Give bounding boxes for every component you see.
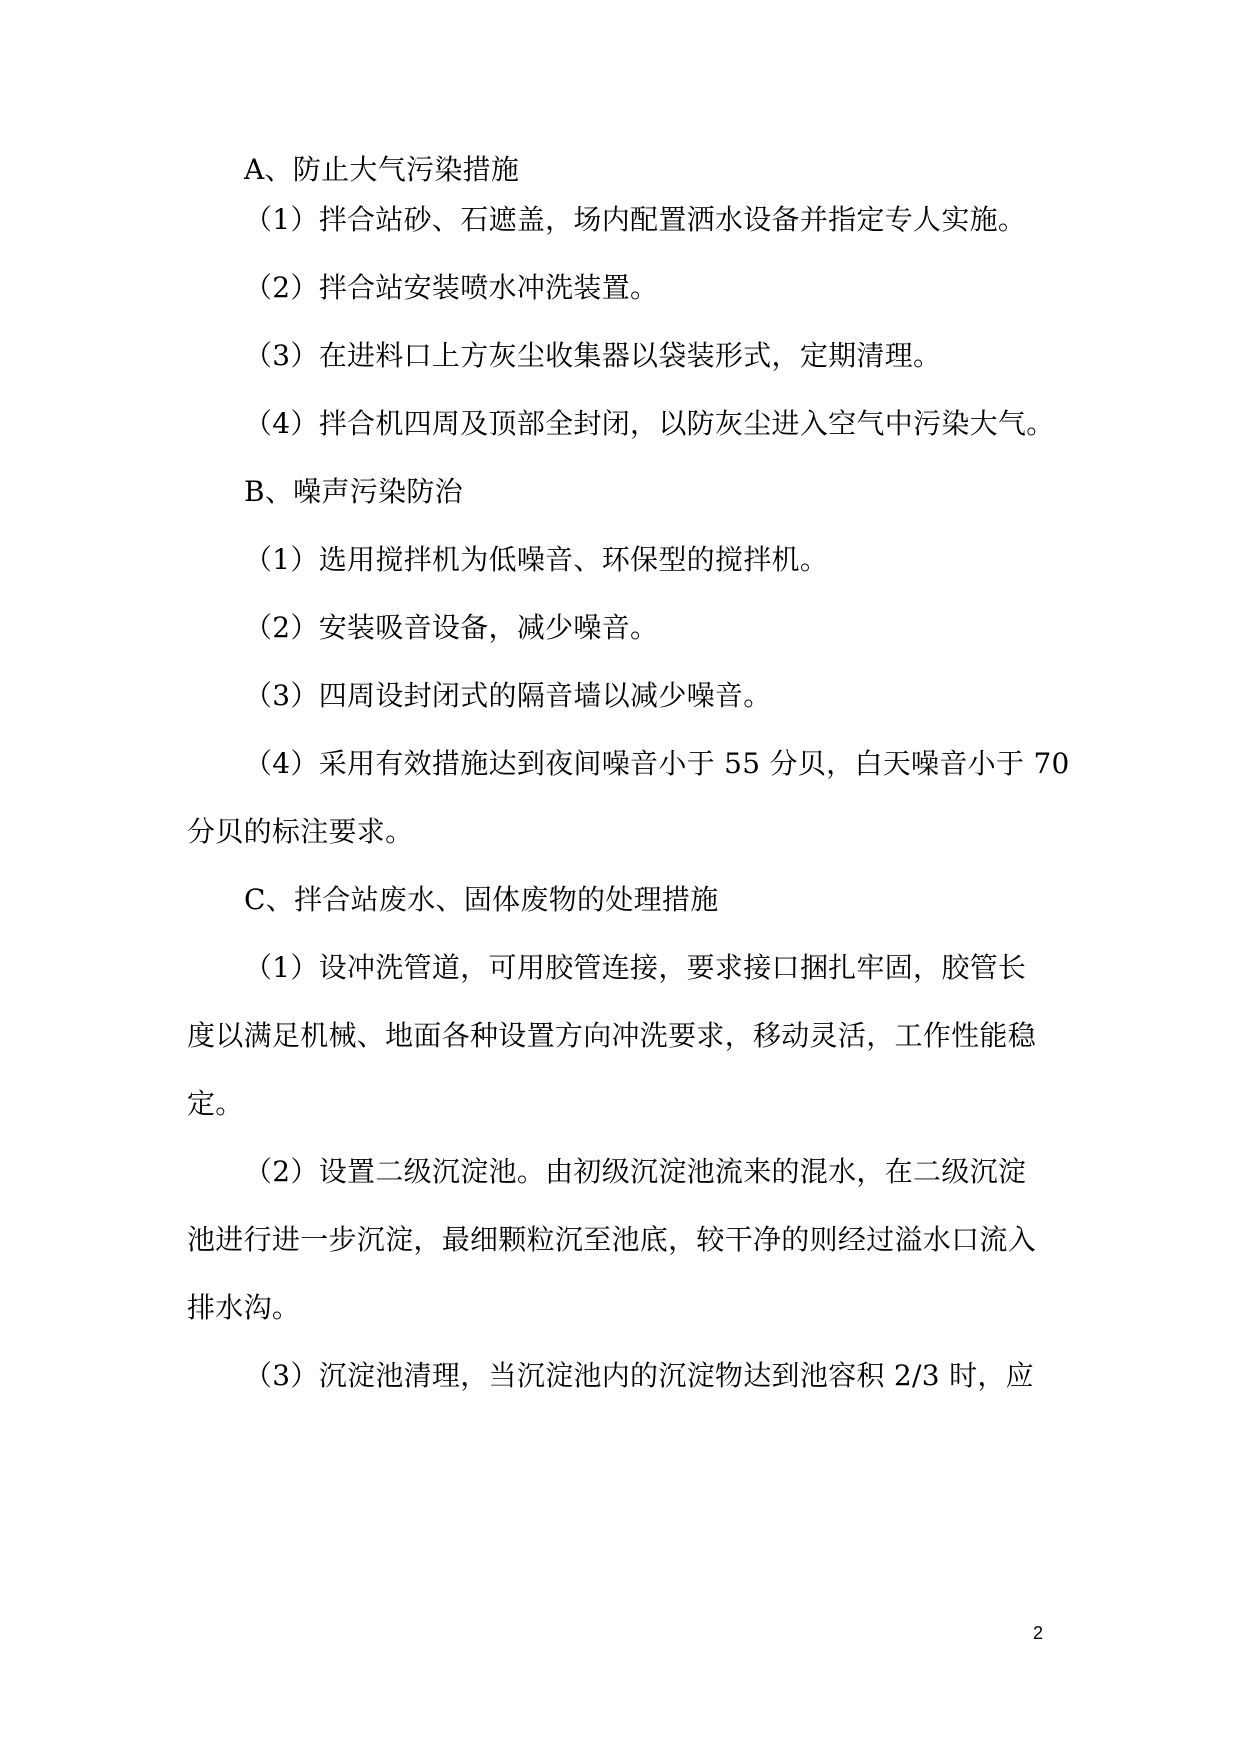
paragraph-line: （3）沉淀池清理，当沉淀池内的沉淀物达到池容积 2/3 时，应 [244, 1359, 1034, 1392]
paragraph-line: （1）拌合站砂、石遮盖，场内配置洒水设备并指定专人实施。 [244, 203, 1027, 236]
paragraph-line: 分贝的标注要求。 [187, 815, 414, 848]
paragraph-line: （2）设置二级沉淀池。由初级沉淀池流来的混水，在二级沉淀 [244, 1155, 1027, 1188]
heading-b-noise-pollution: B、噪声污染防治 [244, 475, 463, 508]
heading-a-air-pollution: A、防止大气污染措施 [244, 153, 520, 186]
page-number: 2 [1033, 1623, 1044, 1643]
paragraph-line: （1）选用搅拌机为低噪音、环保型的搅拌机。 [244, 543, 829, 576]
paragraph-line: （2）拌合站安装喷水冲洗装置。 [244, 271, 659, 304]
paragraph-line: （4）采用有效措施达到夜间噪音小于 55 分贝，白天噪音小于 70 [244, 747, 1070, 780]
paragraph-line: （3）在进料口上方灰尘收集器以袋装形式，定期清理。 [244, 339, 942, 372]
paragraph-line: （3）四周设封闭式的隔音墙以减少噪音。 [244, 679, 772, 712]
paragraph-line: 度以满足机械、地面各种设置方向冲洗要求，移动灵活，工作性能稳 [187, 1019, 1037, 1052]
paragraph-line: （2）安装吸音设备，减少噪音。 [244, 611, 659, 644]
heading-c-waste-treatment: C、拌合站废水、固体废物的处理措施 [244, 883, 719, 916]
paragraph-line: 定。 [187, 1087, 244, 1120]
paragraph-line: 排水沟。 [187, 1291, 301, 1324]
paragraph-line: （4）拌合机四周及顶部全封闭，以防灰尘进入空气中污染大气。 [244, 407, 1055, 440]
paragraph-line: 池进行进一步沉淀，最细颗粒沉至池底，较干净的则经过溢水口流入 [187, 1223, 1037, 1256]
paragraph-line: （1）设冲洗管道，可用胶管连接，要求接口捆扎牢固，胶管长 [244, 951, 1027, 984]
